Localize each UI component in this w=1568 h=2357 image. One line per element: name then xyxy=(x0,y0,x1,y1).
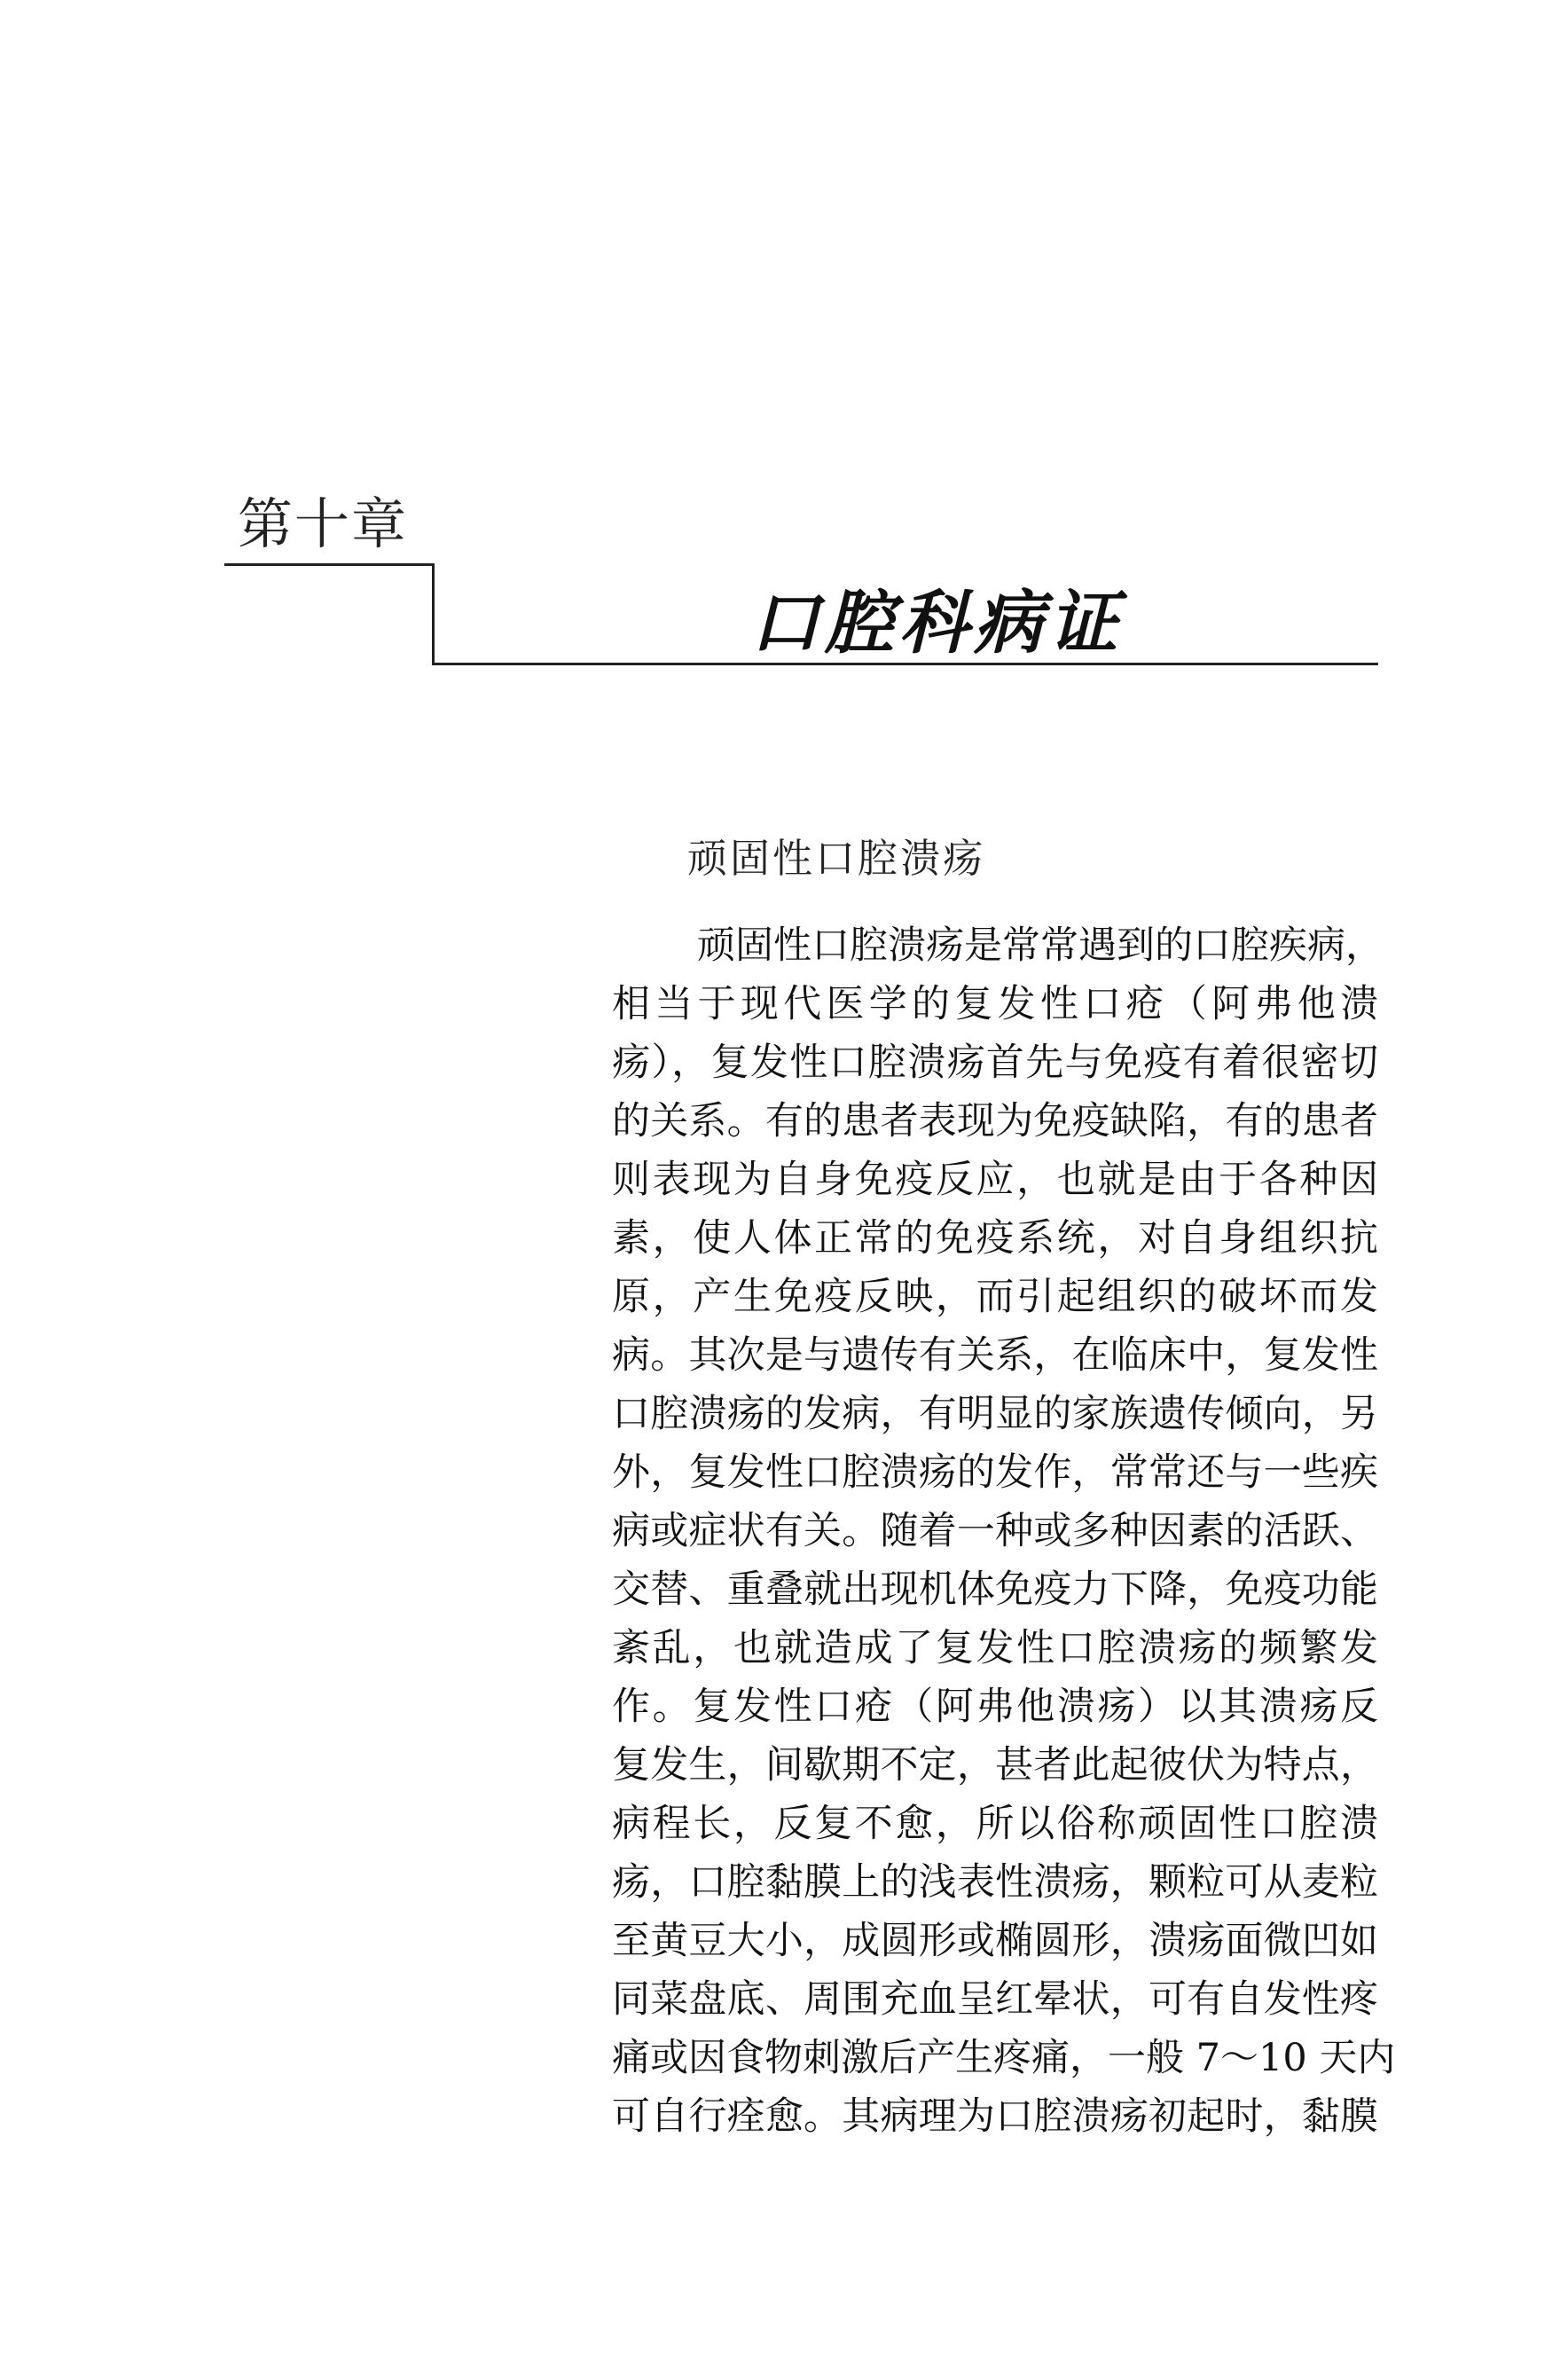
body-line: 同菜盘底、周围充血呈红晕状，可有自发性疼 xyxy=(612,1977,1378,2022)
body-line: 素，使人体正常的免疫系统，对自身组织抗 xyxy=(612,1216,1378,1261)
body-line: 病。其次是与遗传有关系，在临床中，复发性 xyxy=(612,1333,1378,1378)
body-paragraph xyxy=(612,916,1396,2146)
body-line: 顽固性口腔溃疡是常常遇到的口腔疾病， xyxy=(697,923,1384,968)
section-heading: 顽固性口腔溃疡 xyxy=(687,835,986,882)
chapter-rule-top xyxy=(224,563,435,566)
body-line: 疡），复发性口腔溃疡首先与免疫有着很密切 xyxy=(612,1041,1378,1085)
body-line: 痛或因食物刺激后产生疼痛，一般 7～10 天内 xyxy=(612,2036,1396,2080)
body-line: 外，复发性口腔溃疡的发作，常常还与一些疾 xyxy=(612,1450,1378,1495)
chapter-rule-vertical xyxy=(432,563,435,665)
chapter-number: 第十章 xyxy=(238,491,409,556)
body-line: 可自行痊愈。其病理为口腔溃疡初起时，黏膜 xyxy=(612,2094,1378,2139)
body-line: 口腔溃疡的发病，有明显的家族遗传倾向，另 xyxy=(612,1392,1378,1436)
body-line: 病程长，反复不愈，所以俗称顽固性口腔溃 xyxy=(612,1802,1378,1846)
body-line: 至黄豆大小，成圆形或椭圆形，溃疡面微凹如 xyxy=(612,1919,1378,1963)
body-line: 的关系。有的患者表现为免疫缺陷，有的患者 xyxy=(612,1099,1378,1143)
body-line: 病或症状有关。随着一种或多种因素的活跃、 xyxy=(612,1509,1378,1553)
body-line: 作。复发性口疮（阿弗他溃疡）以其溃疡反 xyxy=(612,1685,1378,1729)
body-line: 相当于现代医学的复发性口疮（阿弗他溃 xyxy=(612,982,1378,1026)
body-line: 则表现为自身免疫反应，也就是由于各种因 xyxy=(612,1158,1378,1202)
chapter-title: 口腔科病证 xyxy=(750,584,1124,664)
body-line: 原，产生免疫反映，而引起组织的破坏而发 xyxy=(612,1275,1378,1319)
body-line: 复发生，间歇期不定，甚者此起彼伏为特点， xyxy=(612,1743,1378,1787)
body-line: 疡，口腔黏膜上的浅表性溃疡，颗粒可从麦粒 xyxy=(612,1860,1378,1905)
body-line: 交替、重叠就出现机体免疫力下降，免疫功能 xyxy=(612,1567,1378,1612)
body-line: 紊乱，也就造成了复发性口腔溃疡的频繁发 xyxy=(612,1626,1378,1670)
